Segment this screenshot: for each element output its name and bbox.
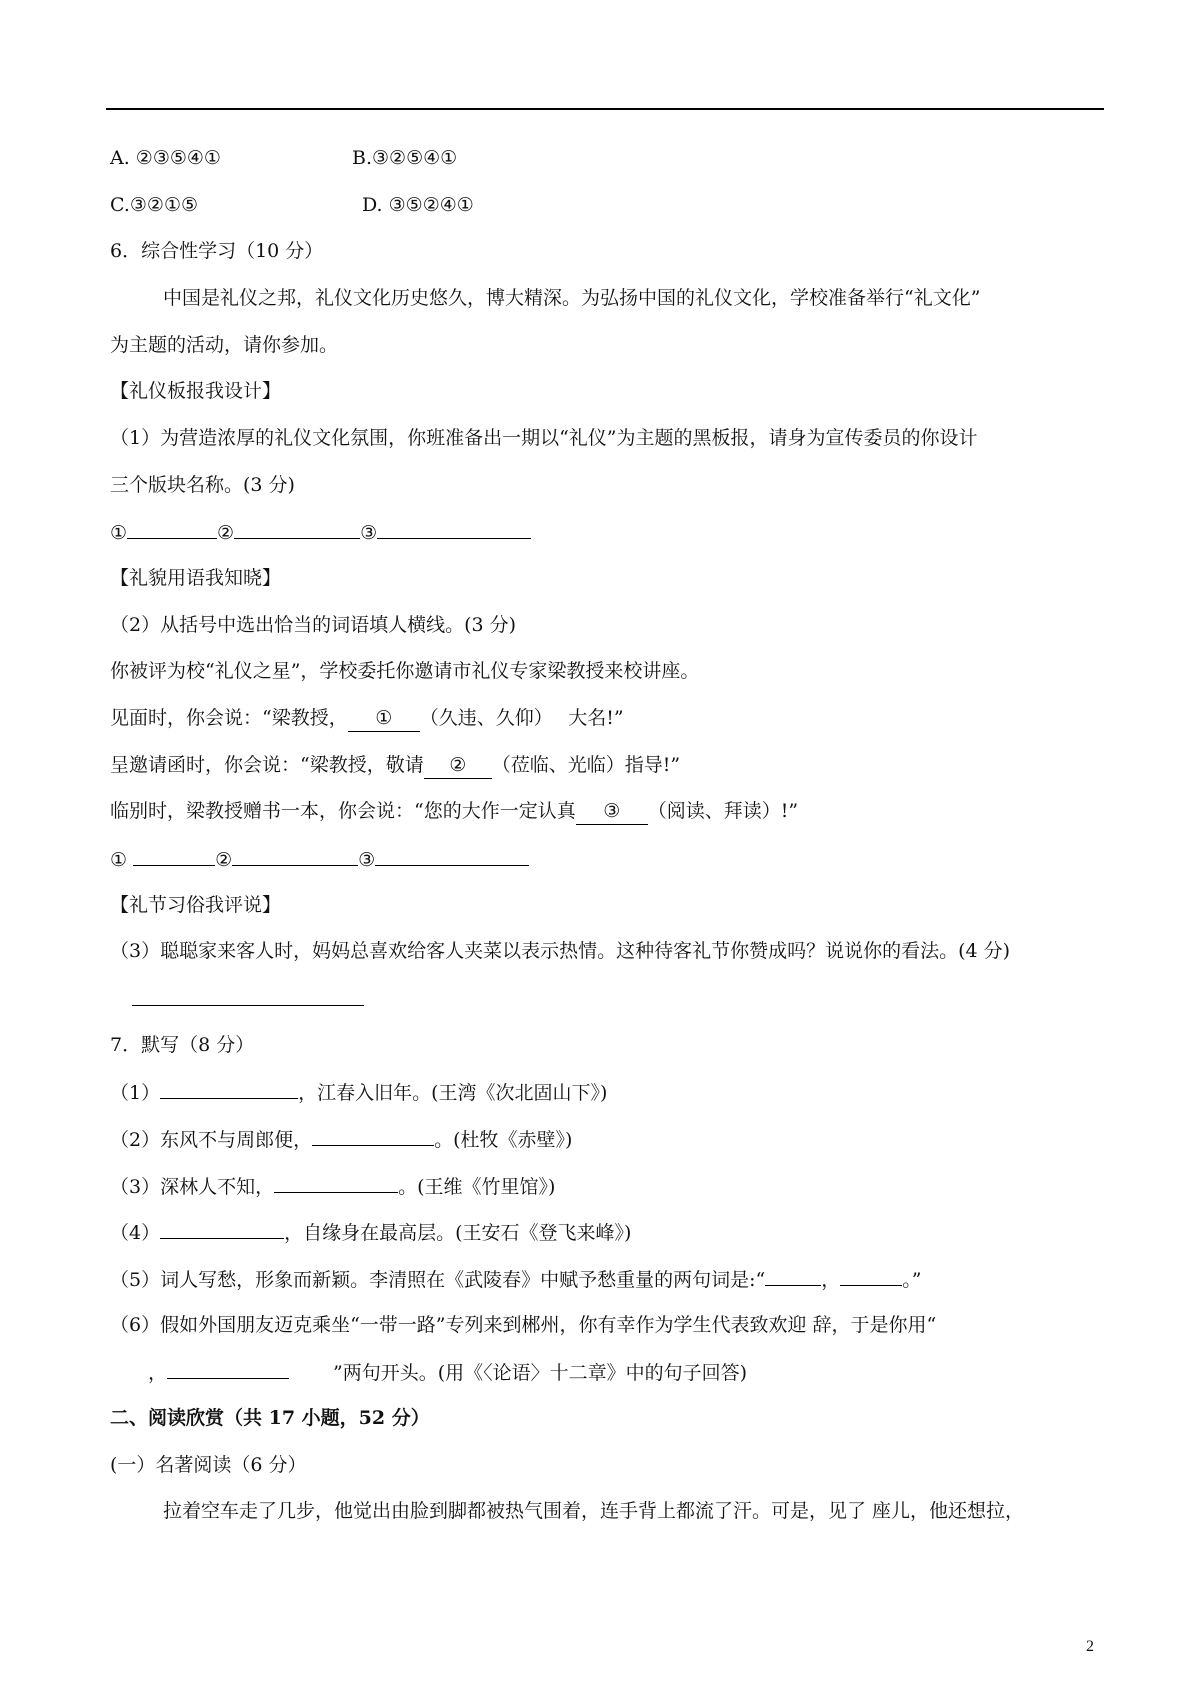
q7-6-line2 <box>110 1358 747 1386</box>
invite-text: 呈邀请函时，你会说：“梁教授，敬请 <box>110 754 424 776</box>
q6-intro-line2: 为主题的活动，请你参加。 <box>110 334 339 356</box>
q7-2-source: 。(杜牧《赤壁》) <box>434 1129 573 1151</box>
passage-line: 拉着空车走了几步，他觉出由脸到脚都被热气围着，连手背上都流了汗。可是，见了 座儿，他还想拉， <box>163 1500 1025 1522</box>
q7-5-end: 。” <box>902 1269 922 1291</box>
farewell-options: （阅读、拜读）!” <box>647 800 799 822</box>
q6-3-line: （3）聪聪家来客人时，妈妈总喜欢给客人夹菜以表示热情。这种待客礼节你赞成吗？说说你的看法。(4 分) <box>110 940 1011 962</box>
page-number: 2 <box>1086 1638 1094 1655</box>
answer-blank-2[interactable] <box>232 845 358 866</box>
option-b: B.③②⑤④① <box>352 147 458 169</box>
q7-2-text: （2）东风不与周郎便， <box>110 1129 313 1151</box>
section-heading-board: 【礼仪板报我设计】 <box>110 380 282 402</box>
invite-blank[interactable]: ② <box>424 752 492 779</box>
answer-blank-1[interactable] <box>127 518 217 539</box>
q6-1-answer-row <box>110 518 531 546</box>
answer-blank-2[interactable] <box>234 518 360 539</box>
meeting-options: （久违、久仰） 大名!” <box>419 707 624 729</box>
option-c: C.③②①⑤ <box>110 194 199 216</box>
q7-6-blank[interactable] <box>167 1358 289 1379</box>
option-d: D. ③⑤②④① <box>362 194 474 216</box>
q6-2-context: 你被评为校“礼仪之星”，学校委托你邀请市礼仪专家梁教授来校讲座。 <box>110 660 700 682</box>
answer-mark-3: ③ <box>358 849 376 871</box>
q7-5-blank-2[interactable] <box>840 1265 902 1286</box>
q7-6-comma: ， <box>148 1362 168 1384</box>
q6-1-line1: （1）为营造浓厚的礼仪文化氛围，你班准备出一期以“礼仪”为主题的黑板报，请身为宣传委员的你设计 <box>110 427 978 449</box>
q7-1-text: ，江春入旧年。(王湾《次北固山下》) <box>298 1082 608 1104</box>
q6-1-line2: 三个版块名称。(3 分) <box>110 474 295 496</box>
q6-2-invite-line <box>110 752 680 779</box>
meeting-blank[interactable]: ① <box>348 705 420 732</box>
section-heading-customs: 【礼节习俗我评说】 <box>110 894 282 916</box>
q7-5-text: （5）词人写愁，形象而新颖。李清照在《武陵春》中赋予愁重量的两句词是:“ <box>110 1269 766 1291</box>
answer-mark-2: ② <box>215 849 233 871</box>
q6-2-answer-row <box>110 845 529 873</box>
q6-2-farewell-line <box>110 798 798 825</box>
q6-2-meeting-line <box>110 705 624 732</box>
q7-3-blank[interactable] <box>274 1172 398 1193</box>
q7-4 <box>110 1218 631 1246</box>
q7-5-blank-1[interactable] <box>765 1265 821 1286</box>
answer-blank-3[interactable] <box>375 845 529 866</box>
q7-5 <box>110 1265 921 1293</box>
q7-4-text: ，自缘身在最高层。(王安石《登飞来峰》) <box>284 1222 632 1244</box>
section-heading-courtesy: 【礼貌用语我知晓】 <box>110 567 282 589</box>
answer-blank-1[interactable] <box>133 845 215 866</box>
q7-4-prefix: （4） <box>110 1222 161 1244</box>
answer-blank-3[interactable] <box>377 518 531 539</box>
header-rule <box>106 108 1104 110</box>
q7-1-prefix: （1） <box>110 1082 161 1104</box>
answer-blank[interactable] <box>132 985 364 1006</box>
q7-3 <box>110 1172 555 1200</box>
section2-heading: 二、阅读欣赏（共 17 小题，52 分） <box>110 1407 430 1429</box>
q7-1-blank[interactable] <box>160 1078 298 1099</box>
invite-options: （莅临、光临）指导!” <box>491 754 681 776</box>
option-a: A. ②③⑤④① <box>110 147 221 169</box>
q6-2-line: （2）从括号中选出恰当的词语填人横线。(3 分) <box>110 614 517 636</box>
q7-title: 7．默写（8 分） <box>110 1034 255 1056</box>
q7-3-source: 。(王维《竹里馆》) <box>398 1176 556 1198</box>
farewell-blank[interactable]: ③ <box>576 798 648 825</box>
answer-mark-1: ① <box>110 522 128 544</box>
q7-5-comma: ， <box>821 1269 841 1291</box>
q7-4-blank[interactable] <box>160 1218 284 1239</box>
section2-subheading: (一）名著阅读（6 分） <box>110 1454 307 1476</box>
meeting-text: 见面时，你会说：“梁教授， <box>110 707 348 729</box>
q6-intro-line1: 中国是礼仪之邦，礼仪文化历史悠久，博大精深。为弘扬中国的礼仪文化，学校准备举行“礼文化” <box>163 287 981 309</box>
q7-3-text: （3）深林人不知， <box>110 1176 275 1198</box>
q7-2-blank[interactable] <box>312 1125 434 1146</box>
answer-mark-1: ① <box>110 849 128 871</box>
q7-1 <box>110 1078 607 1106</box>
q7-2 <box>110 1125 572 1153</box>
q6-title: 6．综合性学习（10 分） <box>110 240 324 262</box>
farewell-text: 临别时，梁教授赠书一本，你会说：“您的大作一定认真 <box>110 800 576 822</box>
answer-mark-3: ③ <box>360 522 378 544</box>
answer-mark-2: ② <box>217 522 235 544</box>
q7-6-text: ”两句开头。(用《〈论语〉十二章》中的句子回答) <box>333 1362 748 1384</box>
q7-6-line1: （6）假如外国朋友迈克乘坐“一带一路”专列来到郴州，你有幸作为学生代表致欢迎 辞，于是你用“ <box>110 1314 937 1336</box>
q6-3-answer-row <box>110 985 364 1013</box>
